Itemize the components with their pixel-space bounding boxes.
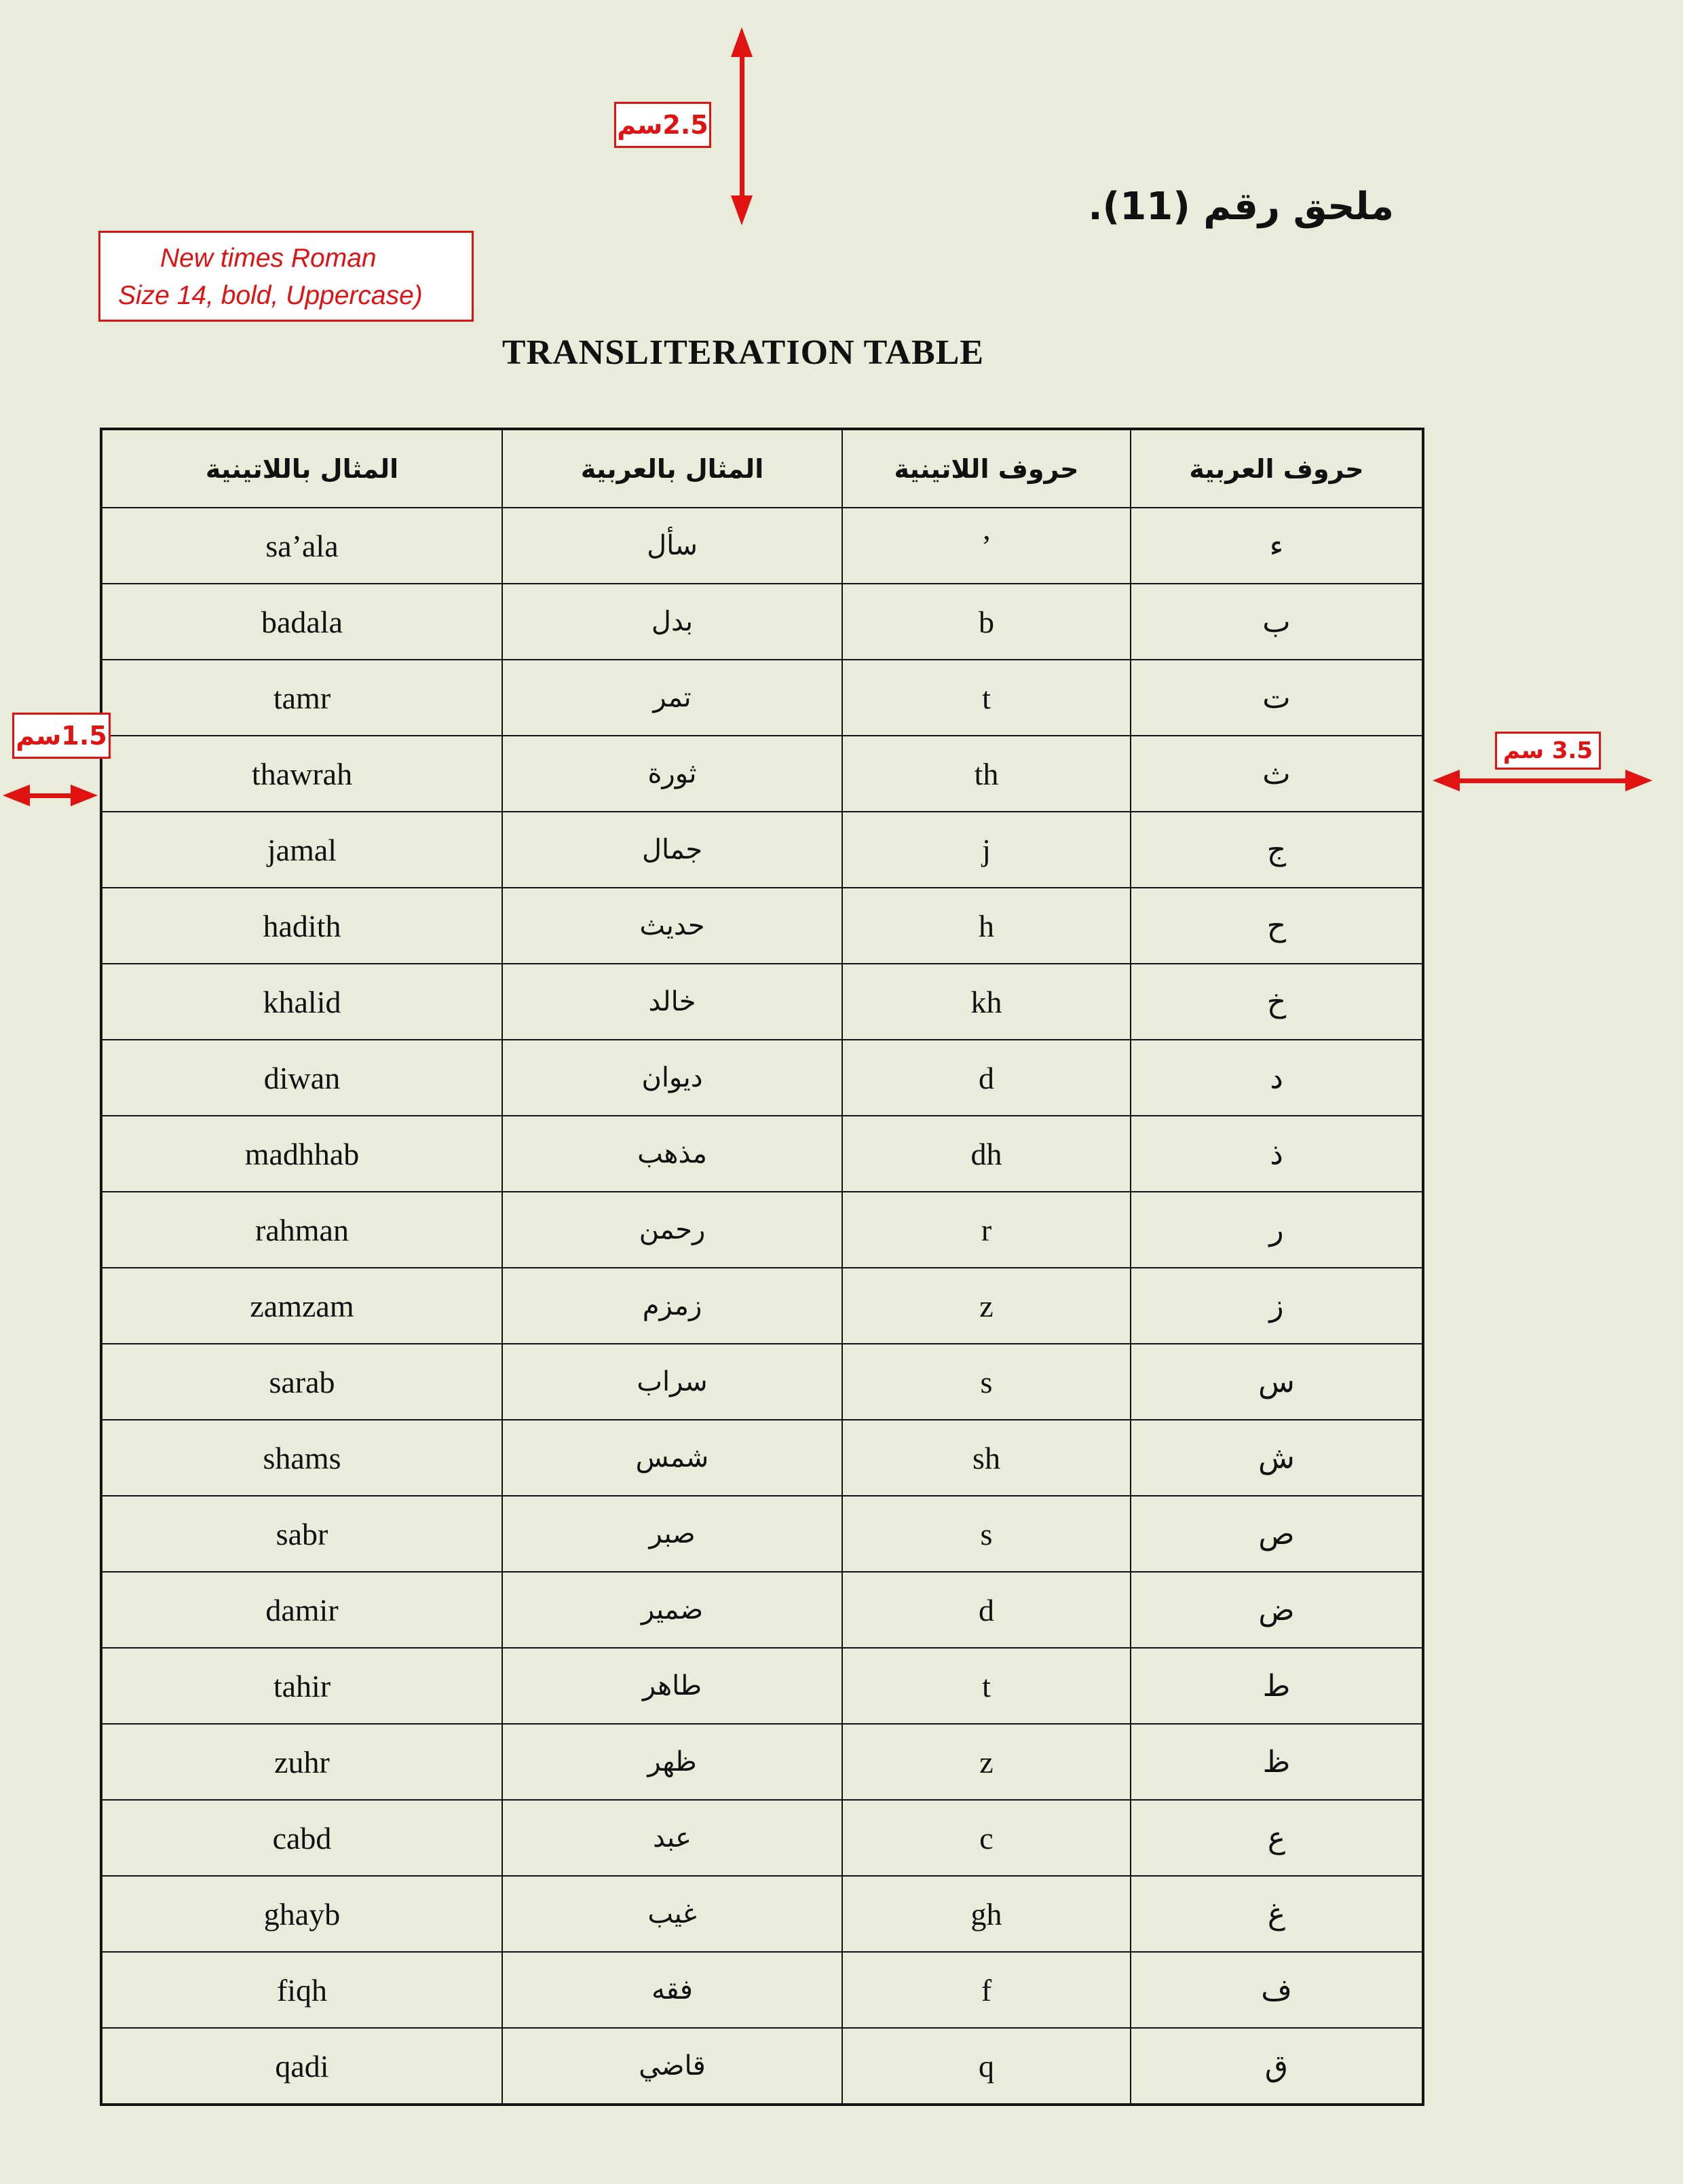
table-row: [101, 1724, 1423, 1800]
arabic-letter-cell: ح: [1131, 888, 1423, 964]
latin-letter-cell: s: [842, 1496, 1131, 1572]
arabic-letter-cell: ء: [1131, 508, 1423, 584]
table-row: [101, 660, 1423, 736]
header-latin-example: المثال باللاتينية: [101, 429, 502, 508]
latin-letter-cell: kh: [842, 964, 1131, 1040]
latin-letter-cell: j: [842, 812, 1131, 888]
latin-letter-cell: dh: [842, 1116, 1131, 1192]
latin-letter-cell: r: [842, 1192, 1131, 1268]
right-margin-arrow-right-icon: [1625, 770, 1652, 791]
table-row: [101, 1420, 1423, 1496]
table-row: [101, 1952, 1423, 2028]
arabic-example-cell: ضمير: [502, 1572, 842, 1648]
latin-example-cell: jamal: [101, 812, 502, 888]
arabic-example-cell: فقه: [502, 1952, 842, 2028]
latin-letter-cell: t: [842, 660, 1131, 736]
left-margin-label-text: 1.5سم: [16, 721, 107, 751]
table-row: [101, 888, 1423, 964]
top-margin-arrow-shaft: [740, 53, 744, 200]
table-header: [101, 429, 1423, 508]
latin-example-cell: sa’ala: [101, 508, 502, 584]
latin-letter-cell: q: [842, 2028, 1131, 2105]
arabic-example-cell: شمس: [502, 1420, 842, 1496]
left-margin-arrow-shaft: [29, 793, 72, 798]
arabic-letter-cell: ظ: [1131, 1724, 1423, 1800]
right-margin-label: [1495, 732, 1601, 770]
latin-letter-cell: t: [842, 1648, 1131, 1724]
header-latin-letters: حروف اللاتينية: [842, 429, 1131, 508]
table-row: [101, 1192, 1423, 1268]
arabic-example-cell: سراب: [502, 1344, 842, 1420]
arabic-example-cell: مذهب: [502, 1116, 842, 1192]
arabic-letter-cell: س: [1131, 1344, 1423, 1420]
arabic-example-cell: بدل: [502, 584, 842, 660]
arabic-letter-cell: خ: [1131, 964, 1423, 1040]
arabic-letter-cell: ص: [1131, 1496, 1423, 1572]
arabic-letter-cell: ض: [1131, 1572, 1423, 1648]
table-row: [101, 1496, 1423, 1572]
latin-example-cell: zuhr: [101, 1724, 502, 1800]
table-row: [101, 1648, 1423, 1724]
latin-letter-cell: ’: [842, 508, 1131, 584]
arabic-example-cell: تمر: [502, 660, 842, 736]
latin-letter-cell: d: [842, 1040, 1131, 1116]
table-row: [101, 1572, 1423, 1648]
latin-example-cell: ghayb: [101, 1876, 502, 1952]
right-margin-arrow-shaft: [1458, 778, 1627, 783]
top-margin-label: [614, 102, 711, 148]
page-title: TRANSLITERATION TABLE: [502, 333, 985, 372]
header-arabic-example: المثال بالعربية: [502, 429, 842, 508]
arabic-example-cell: قاضي: [502, 2028, 842, 2105]
font-note-line1: New times Roman: [160, 244, 377, 273]
latin-example-cell: khalid: [101, 964, 502, 1040]
arabic-example-cell: حديث: [502, 888, 842, 964]
table-row: [101, 964, 1423, 1040]
latin-example-cell: cabd: [101, 1800, 502, 1876]
table-row: [101, 1800, 1423, 1876]
table-body: [101, 508, 1423, 2105]
arabic-letter-cell: غ: [1131, 1876, 1423, 1952]
latin-example-cell: tahir: [101, 1648, 502, 1724]
table-row: [101, 1876, 1423, 1952]
arabic-example-cell: زمزم: [502, 1268, 842, 1344]
arabic-letter-cell: ط: [1131, 1648, 1423, 1724]
arabic-letter-cell: د: [1131, 1040, 1423, 1116]
appendix-heading: ملحق رقم (11).: [1088, 185, 1394, 229]
latin-example-cell: madhhab: [101, 1116, 502, 1192]
top-margin-arrow-down-icon: [731, 195, 753, 225]
left-margin-arrow-right-icon: [71, 785, 98, 806]
latin-example-cell: shams: [101, 1420, 502, 1496]
latin-letter-cell: th: [842, 736, 1131, 812]
top-margin-label-text: 2.5سم: [617, 110, 708, 140]
latin-example-cell: badala: [101, 584, 502, 660]
latin-example-cell: rahman: [101, 1192, 502, 1268]
latin-example-cell: thawrah: [101, 736, 502, 812]
latin-example-cell: hadith: [101, 888, 502, 964]
latin-letter-cell: d: [842, 1572, 1131, 1648]
arabic-letter-cell: ف: [1131, 1952, 1423, 2028]
arabic-letter-cell: ش: [1131, 1420, 1423, 1496]
latin-letter-cell: f: [842, 1952, 1131, 2028]
arabic-letter-cell: ع: [1131, 1800, 1423, 1876]
arabic-letter-cell: ز: [1131, 1268, 1423, 1344]
table-row: [101, 1268, 1423, 1344]
left-margin-label: [12, 713, 111, 759]
latin-example-cell: diwan: [101, 1040, 502, 1116]
arabic-letter-cell: ث: [1131, 736, 1423, 812]
table-row: [101, 812, 1423, 888]
latin-example-cell: tamr: [101, 660, 502, 736]
arabic-letter-cell: ب: [1131, 584, 1423, 660]
arabic-letter-cell: ر: [1131, 1192, 1423, 1268]
table-row: [101, 508, 1423, 584]
latin-example-cell: sabr: [101, 1496, 502, 1572]
arabic-example-cell: ثورة: [502, 736, 842, 812]
arabic-example-cell: ظهر: [502, 1724, 842, 1800]
latin-example-cell: zamzam: [101, 1268, 502, 1344]
transliteration-table: [100, 428, 1424, 2106]
font-note-box: [98, 231, 474, 322]
table-row: [101, 584, 1423, 660]
latin-letter-cell: sh: [842, 1420, 1131, 1496]
latin-example-cell: damir: [101, 1572, 502, 1648]
arabic-letter-cell: ج: [1131, 812, 1423, 888]
table-row: [101, 736, 1423, 812]
arabic-letter-cell: ق: [1131, 2028, 1423, 2105]
latin-example-cell: qadi: [101, 2028, 502, 2105]
arabic-example-cell: طاهر: [502, 1648, 842, 1724]
latin-example-cell: fiqh: [101, 1952, 502, 2028]
table-header-row: [101, 429, 1423, 508]
latin-letter-cell: gh: [842, 1876, 1131, 1952]
header-arabic-letters: حروف العربية: [1131, 429, 1423, 508]
left-margin-arrow-left-icon: [3, 785, 30, 806]
table-row: [101, 2028, 1423, 2105]
right-margin-arrow-left-icon: [1433, 770, 1460, 791]
arabic-example-cell: ديوان: [502, 1040, 842, 1116]
arabic-example-cell: سأل: [502, 508, 842, 584]
latin-letter-cell: h: [842, 888, 1131, 964]
right-margin-label-text: 3.5 سم: [1502, 737, 1593, 764]
latin-letter-cell: b: [842, 584, 1131, 660]
latin-example-cell: sarab: [101, 1344, 502, 1420]
arabic-letter-cell: ذ: [1131, 1116, 1423, 1192]
arabic-example-cell: غيب: [502, 1876, 842, 1952]
arabic-letter-cell: ت: [1131, 660, 1423, 736]
arabic-example-cell: صبر: [502, 1496, 842, 1572]
table-row: [101, 1040, 1423, 1116]
latin-letter-cell: z: [842, 1268, 1131, 1344]
arabic-example-cell: عبد: [502, 1800, 842, 1876]
arabic-example-cell: رحمن: [502, 1192, 842, 1268]
table-row: [101, 1116, 1423, 1192]
font-note-line2: Size 14, bold, Uppercase): [118, 281, 423, 311]
arabic-example-cell: خالد: [502, 964, 842, 1040]
latin-letter-cell: s: [842, 1344, 1131, 1420]
latin-letter-cell: z: [842, 1724, 1131, 1800]
table-row: [101, 1344, 1423, 1420]
arabic-example-cell: جمال: [502, 812, 842, 888]
latin-letter-cell: c: [842, 1800, 1131, 1876]
